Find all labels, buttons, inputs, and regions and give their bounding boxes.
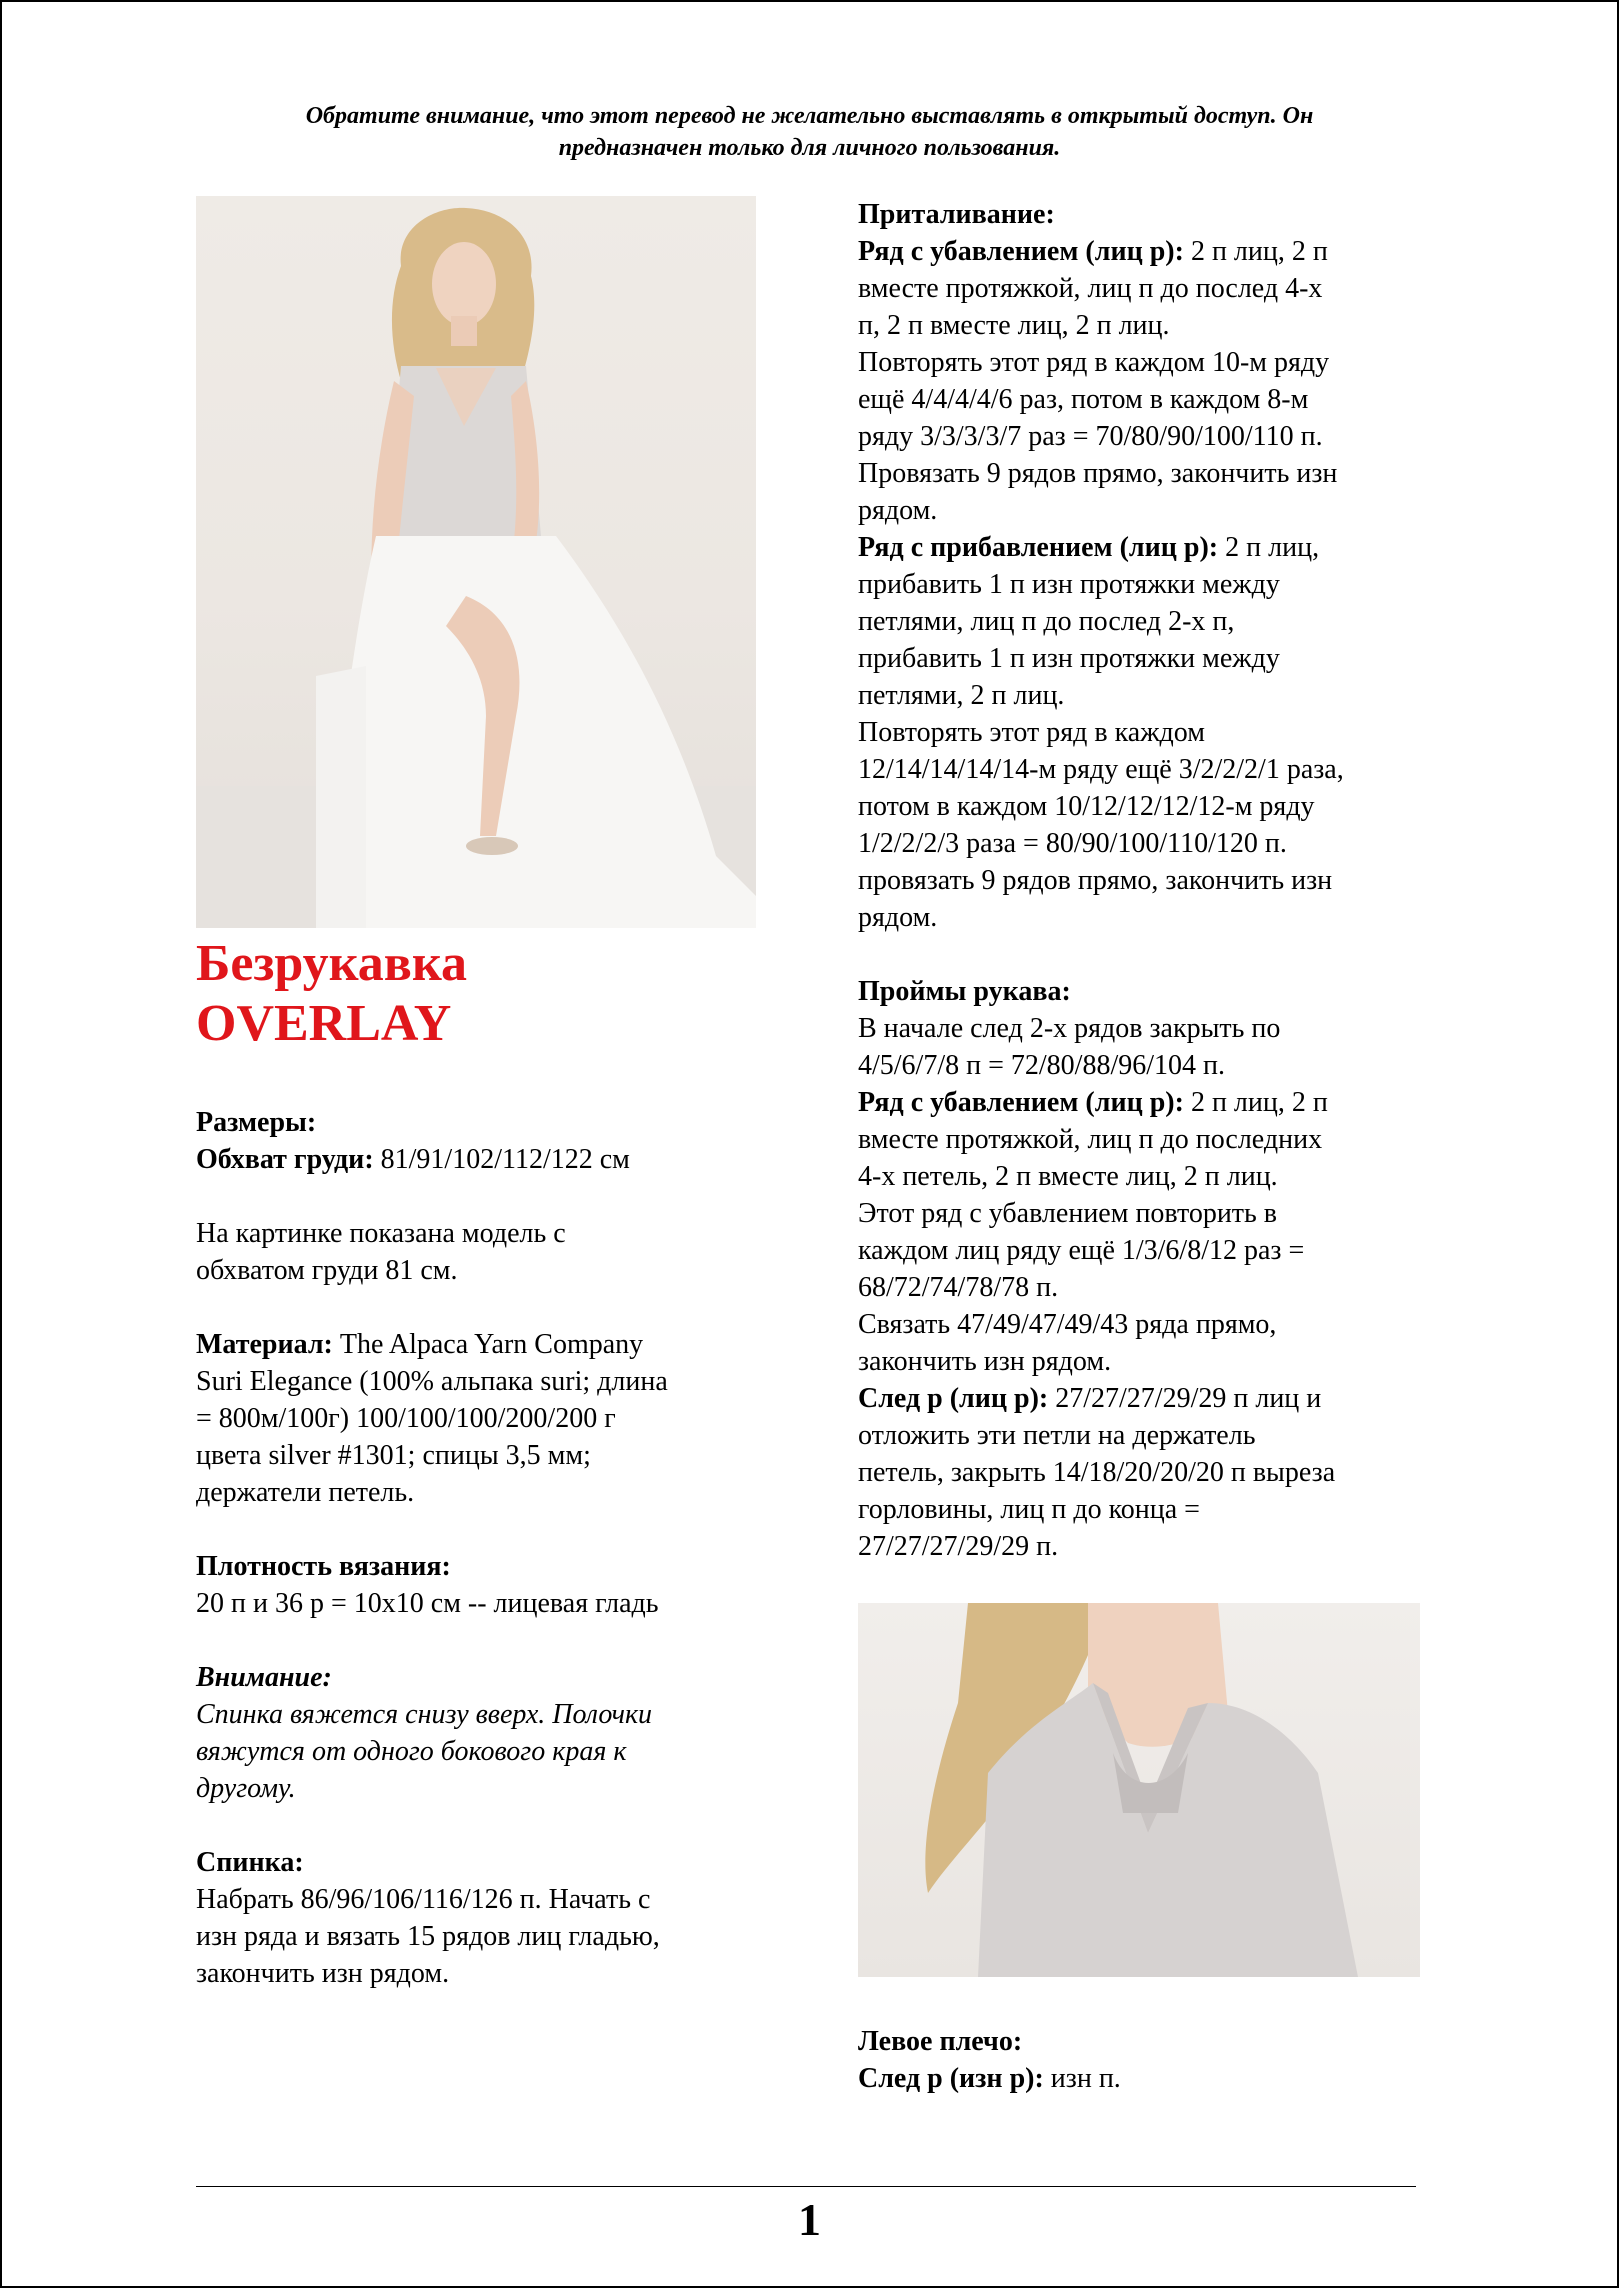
notice-line-1: Обратите внимание, что этот перевод не желательно выставлять в открытый доступ. Он [305, 103, 1314, 129]
repeat1-line-3: ряду 3/3/3/3/7 раз = 70/80/90/100/110 п. [858, 421, 1323, 452]
armhole-heading: Проймы рукава: [858, 976, 1071, 1007]
title-line-1: Безрукавка [196, 935, 468, 992]
chest-label: Обхват груди: [196, 1144, 374, 1175]
left-column [196, 196, 756, 1992]
repeat1-line-2: ещё 4/4/4/4/6 раз, потом в каждом 8-м [858, 384, 1309, 415]
back-line-2: изн ряда и вязать 15 рядов лиц гладью, [196, 1921, 660, 1952]
attention-line-2: вяжутся от одного бокового края к [196, 1736, 627, 1767]
repeat2-line-1: Повторять этот ряд в каждом [858, 717, 1205, 748]
material-label: Материал: [196, 1329, 333, 1360]
repeat1-line-4: Провязать 9 рядов прямо, закончить изн [858, 458, 1338, 489]
inc-line-1: Ряд с прибавлением (лиц р): 2 п лиц, [858, 532, 1320, 563]
next-row-line-4: горловины, лиц п до конца = [858, 1494, 1200, 1525]
seated-woman-illustration [196, 196, 756, 928]
attention-line-1: Спинка вяжется снизу вверх. Полочки [196, 1699, 653, 1730]
dec-line-3: п, 2 п вместе лиц, 2 п лиц. [858, 310, 1170, 341]
vest-closeup-illustration [858, 1603, 1420, 1977]
attention-heading: Внимание: [196, 1662, 332, 1693]
footer-rule [196, 2186, 1416, 2187]
shoulder-label: След р (изн р): [858, 2063, 1044, 2094]
gauge-heading: Плотность вязания: [196, 1551, 451, 1582]
dec-line-1: Ряд с убавлением (лиц р): 2 п лиц, 2 п [858, 236, 1328, 267]
model-note-2: обхватом груди 81 см. [196, 1255, 458, 1286]
repeat2-line-5: провязать 9 рядов прямо, закончить изн [858, 865, 1333, 896]
repeat2-line-4: 1/2/2/2/3 раза = 80/90/100/110/120 п. [858, 828, 1287, 859]
next-row-line-3: петель, закрыть 14/18/20/20/20 п выреза [858, 1457, 1336, 1488]
material-line-3: = 800м/100г) 100/100/100/200/200 г [196, 1403, 616, 1434]
back-line-1: Набрать 86/96/106/116/126 п. Начать с [196, 1884, 651, 1915]
notice-line-2: предназначен только для личного пользования. [558, 135, 1061, 161]
main-photo [196, 196, 756, 928]
model-note-1: На картинке показана модель с [196, 1218, 566, 1249]
dec-line-2: вместе протяжкой, лиц п до послед 4-х [858, 273, 1323, 304]
repeat3-line-3: 68/72/74/78/78 п. [858, 1272, 1059, 1303]
repeat3-line-4: Связать 47/49/47/49/43 ряда прямо, [858, 1309, 1277, 1340]
next-row-label: След р (лиц р): [858, 1383, 1049, 1414]
armhole-line-1: В начале след 2-х рядов закрыть по [858, 1013, 1281, 1044]
dec2-line-2: вместе протяжкой, лиц п до последних [858, 1124, 1323, 1155]
material-line-2: Suri Elegance (100% альпака suri; длина [196, 1366, 668, 1397]
attention-line-3: другому. [196, 1773, 296, 1804]
dec2-label: Ряд с убавлением (лиц р): [858, 1087, 1184, 1118]
repeat3-line-5: закончить изн рядом. [858, 1346, 1112, 1377]
gauge-value: 20 п и 36 р = 10х10 см -- лицевая гладь [196, 1588, 659, 1619]
repeat2-line-2: 12/14/14/14/14-м ряду ещё 3/2/2/2/1 раза, [858, 754, 1344, 785]
sizes-heading: Размеры: [196, 1107, 317, 1138]
closeup-photo [858, 1603, 1420, 1977]
armhole-line-2: 4/5/6/7/8 п = 72/80/88/96/104 п. [858, 1050, 1225, 1081]
right-column [858, 196, 1430, 2097]
pattern-title [196, 934, 756, 1054]
chest-size [196, 1141, 756, 1178]
repeat3-line-2: каждом лиц ряду ещё 1/3/6/8/12 раз = [858, 1235, 1305, 1266]
inc-line-3: петлями, лиц п до послед 2-х п, [858, 606, 1235, 637]
dec-label: Ряд с убавлением (лиц р): [858, 236, 1184, 267]
left-shoulder-line: След р (изн р): изн п. [858, 2063, 1121, 2094]
back-heading: Спинка: [196, 1847, 304, 1878]
repeat1-line-1: Повторять этот ряд в каждом 10-м ряду [858, 347, 1330, 378]
next-row-line-5: 27/27/27/29/29 п. [858, 1531, 1059, 1562]
inc-line-4: прибавить 1 п изн протяжки между [858, 643, 1280, 674]
next-row-line-2: отложить эти петли на держатель [858, 1420, 1256, 1451]
back-line-3: закончить изн рядом. [196, 1958, 450, 1989]
repeat2-line-3: потом в каждом 10/12/12/12/12-м ряду [858, 791, 1315, 822]
dec2-line-3: 4-х петель, 2 п вместе лиц, 2 п лиц. [858, 1161, 1278, 1192]
privacy-notice [2, 100, 1617, 164]
waist-heading: Приталивание: [858, 199, 1055, 230]
chest-value: 81/91/102/112/122 см [373, 1144, 630, 1175]
inc-label: Ряд с прибавлением (лиц р): [858, 532, 1219, 563]
inc-line-2: прибавить 1 п изн протяжки между [858, 569, 1280, 600]
material-line-5: держатели петель. [196, 1477, 415, 1508]
repeat3-line-1: Этот ряд с убавлением повторить в [858, 1198, 1278, 1229]
inc-line-5: петлями, 2 п лиц. [858, 680, 1065, 711]
repeat2-line-6: рядом. [858, 902, 938, 933]
dec2-line-1: Ряд с убавлением (лиц р): 2 п лиц, 2 п [858, 1087, 1328, 1118]
title-line-2: OVERLAY [196, 995, 452, 1052]
next-row-line-1: След р (лиц р): 27/27/27/29/29 п лиц и [858, 1383, 1322, 1414]
repeat1-line-5: рядом. [858, 495, 938, 526]
material-line-1: Материал: The Alpaca Yarn Company [196, 1329, 644, 1360]
left-shoulder-heading: Левое плечо: [858, 2026, 1023, 2057]
page-number: 1 [798, 2194, 821, 2245]
material-line-4: цвета silver #1301; спицы 3,5 мм; [196, 1440, 591, 1471]
